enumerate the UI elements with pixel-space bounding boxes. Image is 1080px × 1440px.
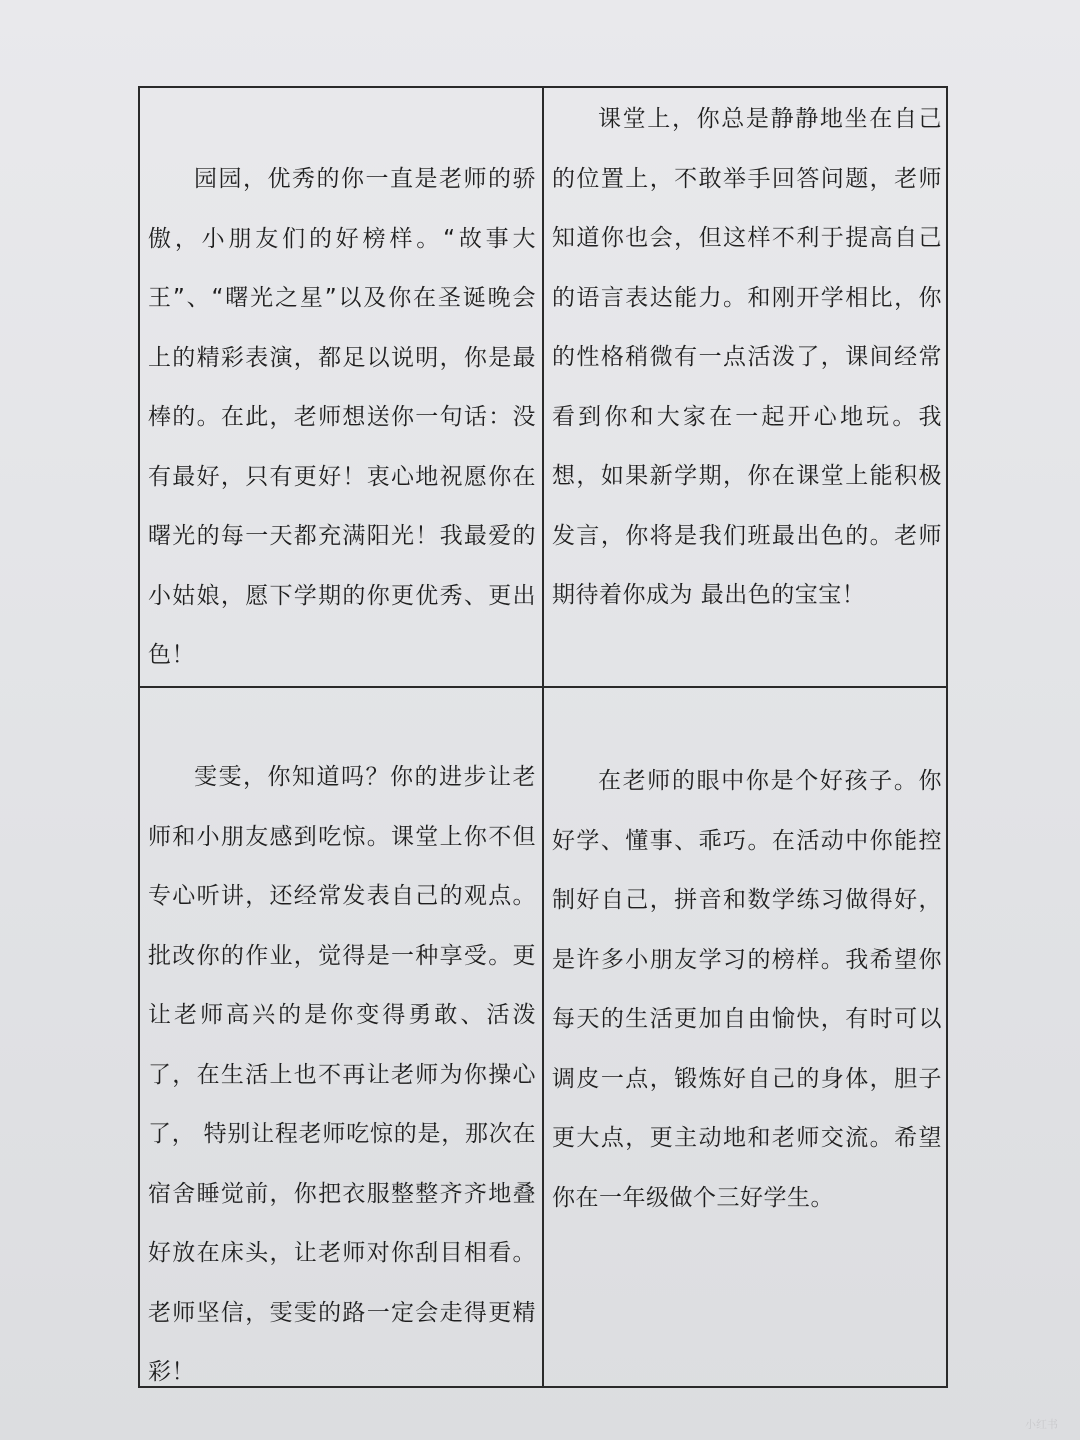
table-cell-bottom-left — [140, 688, 544, 1386]
teacher-comment-wenwen: 雯雯，你知道吗？你的进步让老师和小朋友感到吃惊。课堂上你不但专心听讲，还经常发表自己的观点。批改你的作业，觉得是一种享受。更让老师高兴的是你变得勇敢、活泼了，在生活上也不再让老师为你操心了， 特别让程老师吃惊的是，那次在宿舍睡觉前，你把衣服整整齐齐地叠好放在床头，让老师对你刮目相看。老师坚信，雯雯的路一定会走得更精彩！ — [148, 764, 536, 1385]
table-cell-bottom-right — [544, 688, 948, 1386]
watermark-logo: 小红书 — [1025, 1418, 1058, 1431]
teacher-comment-classroom: 课堂上，你总是静静地坐在自己的位置上，不敢举手回答问题，老师知道你也会，但这样不利于提高自己的语言表达能力。和刚开学相比，你的性格稍微有一点活泼了，课间经常看到你和大家在一起开心地玩。我想，如果新学期，你在课堂上能积极发言，你将是我们班最出色的。老师期待着你成为 最出色的宝宝！ — [552, 106, 942, 608]
table-cell-top-left — [140, 88, 544, 688]
teacher-comment-yuanyuan: 园园，优秀的你一直是老师的骄傲，小朋友们的好榜样。“故事大王”、“曙光之星”以及你在圣诞晚会上的精彩表演，都足以说明，你是最棒的。在此，老师想送你一句话：没有最好，只有更好！衷心地祝愿你在曙光的每一天都充满阳光！我最爱的小姑娘，愿下学期的你更优秀、更出色！ — [148, 166, 536, 668]
comment-table — [138, 86, 948, 1388]
teacher-comment-good-child: 在老师的眼中你是个好孩子。你好学、懂事、乖巧。在活动中你能控制好自己，拼音和数学练习做得好，是许多小朋友学习的榜样。我希望你每天的生活更加自由愉快，有时可以调皮一点，锻炼好自己的身体，胆子更大点，更主动地和老师交流。希望你在一年级做个三好学生。 — [552, 768, 942, 1211]
table-cell-top-right — [544, 88, 948, 688]
